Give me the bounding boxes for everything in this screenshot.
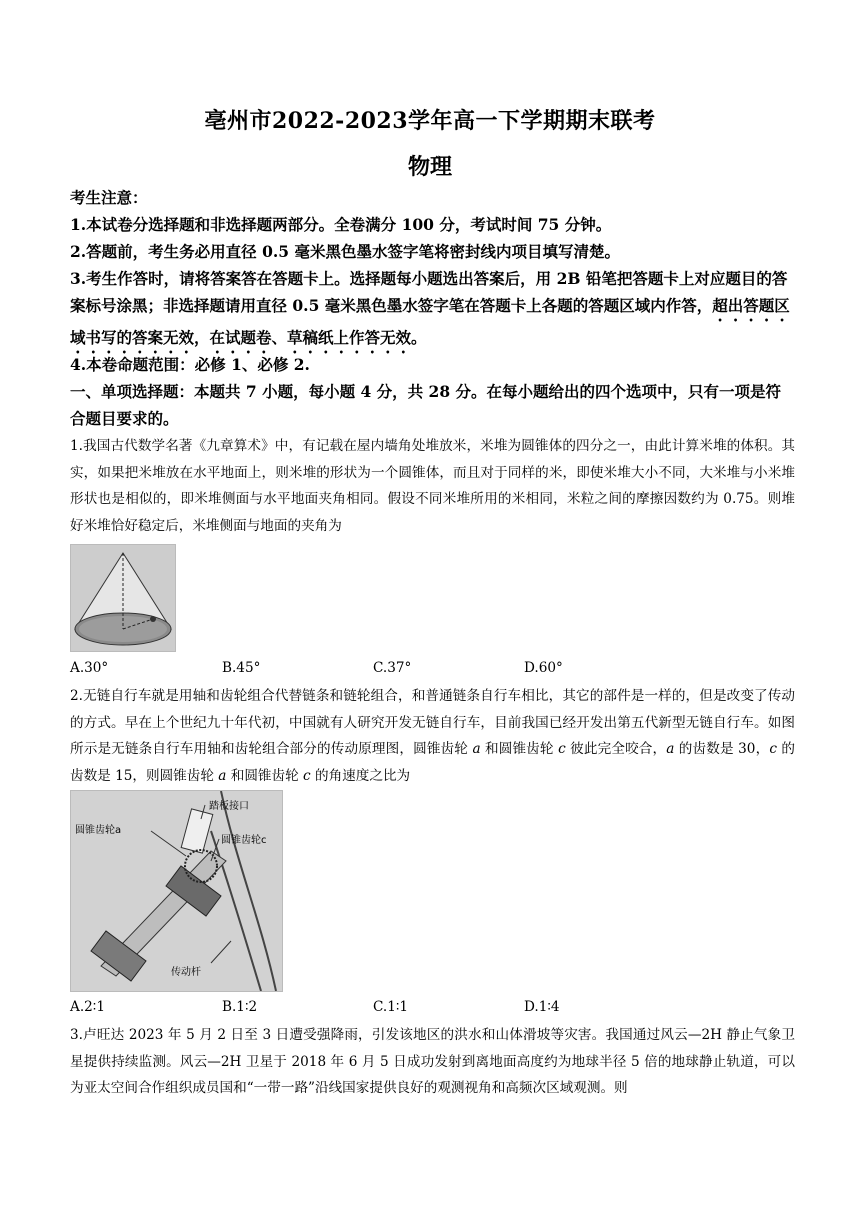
notice-heading: 考生注意： — [70, 188, 148, 207]
question-2-text: 2.无链自行车就是用轴和齿轮组合代替链条和链轮组合，和普通链条自行车相比，其它的部件是一样的，但是改变了传动的方式。早在上个世纪九十年代初，中国就有人研究开发无链自行车，目前我国已经开发出第五代新型无链自行车。如图所示是无链条自行车用轴和齿轮组合部分的传动原理图，圆锥齿轮 a 和圆锥齿轮 c 彼此完全咬合，a 的齿数是 30，c 的齿数是 15，则圆锥齿轮 a 和圆锥齿轮 c 的角速度之比为 — [70, 688, 795, 784]
q2-option-c: C.1∶1 — [373, 999, 409, 1015]
notice-item-2: 2.答题前，考生务必用直径 0.5 毫米黑色墨水签字笔将密封线内项目填写清楚。 — [70, 242, 620, 261]
bevel-gear-figure — [70, 790, 283, 992]
label-pedal-interface: 踏板接口 — [209, 801, 249, 812]
label-drive-rod: 传动杆 — [171, 967, 201, 978]
question-1-text: 1.我国古代数学名著《九章算术》中，有记载在屋内墙角处堆放米，米堆为圆锥体的四分之一，由此计算米堆的体积。其实，如果把米堆放在水平地面上，则米堆的形状为一个圆锥体，而且对于同样的米，即使米堆大小不同，大米堆与小米堆形状也是相似的，即米堆侧面与水平地面夹角相同。假设不同米堆所用的米相同，米粒之间的摩擦因数约为 0.75。则堆好米堆恰好稳定后，米堆侧面与地面的夹角为 — [70, 438, 795, 534]
q1-option-c: C.37° — [373, 660, 412, 676]
subject-title: 物理 — [407, 154, 452, 180]
q1-option-d: D.60° — [524, 660, 563, 676]
notice-item-3: 3.考生作答时，请将答案答在答题卡上。选择题每小题选出答案后，用 2B 铅笔把答题卡上对应题目的答案标号涂黑；非选择题请用直径 0.5 毫米黑色墨水签字笔在答题卡上各题的答题区域内作答，超出答题区域书写的答案无效，在试题卷、草稿纸上作答无效。 — [70, 269, 790, 347]
exam-title: 亳州市2022-2023学年高一下学期期末联考 — [204, 108, 656, 134]
q1-option-a: A.30° — [70, 660, 109, 676]
notice-item-1: 1.本试卷分选择题和非选择题两部分。全卷满分 100 分，考试时间 75 分钟。 — [70, 215, 612, 234]
q2-option-d: D.1∶4 — [524, 999, 560, 1015]
label-gear-a: 圆锥齿轮a — [75, 825, 122, 836]
q2-option-b: B.1∶2 — [222, 999, 258, 1015]
question-3-text: 3.卢旺达 2023 年 5 月 2 日至 3 日遭受强降雨，引发该地区的洪水和山体滑坡等灾害。我国通过风云—2H 静止气象卫星提供持续监测。风云—2H 卫星于 2018 年 6 月 5 日成功发射到离地面高度约为地球半径 5 倍的地球静止轨道，可以为亚太空间合作组织成员国和“一带一路”沿线国家提供良好的观测视角和高频次区域观测。则 — [70, 1027, 795, 1096]
q2-option-a: A.2∶1 — [70, 999, 105, 1015]
emphasis-text: 在试题卷、草稿纸上作答无效 — [209, 327, 412, 347]
label-gear-c: 圆锥齿轮c — [221, 835, 267, 846]
rice-cone-figure — [70, 544, 176, 652]
notice-item-4: 4.本卷命题范围：必修 1、必修 2. — [70, 355, 310, 374]
emphasis-text: 超出答题区域书写的答案无效 — [70, 295, 790, 347]
section-heading: 一、单项选择题：本题共 7 小题，每小题 4 分，共 28 分。在每小题给出的四个选项中，只有一项是符合题目要求的。 — [70, 382, 782, 428]
q1-option-b: B.45° — [222, 660, 261, 676]
